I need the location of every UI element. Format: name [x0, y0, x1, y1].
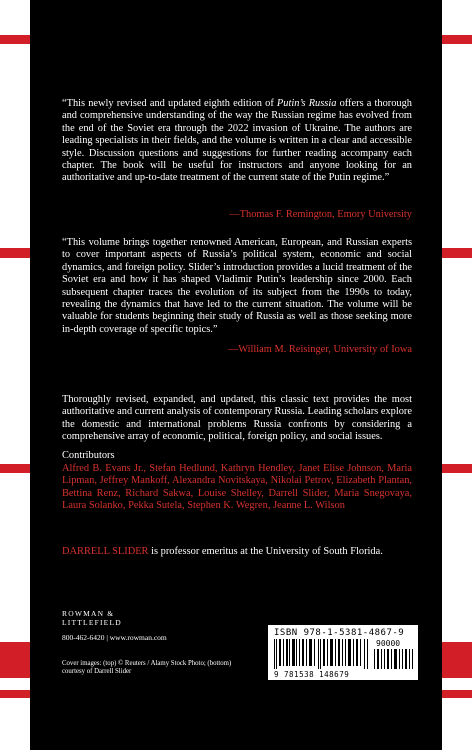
isbn-barcode: [268, 625, 418, 680]
cover-image-credits: Cover images: (top) © Reuters / Alamy Stock Photo; (bottom) courtesy of Darrell Slider: [62, 660, 232, 676]
quote-text: offers a thorough and comprehensive understanding of the way the Russian regime has evolved from the end of the Soviet era through the 2022 invasion of Ukraine. The authors are leading specialists in their fields, and the volume is written in a clear and accessible style. Discussion questions and suggestions for further reading accompany each chapter. The book will be useful for instructors and anyone looking for an authoritative and up-to-date treatment of the current state of the Putin regime.”: [62, 98, 413, 184]
quote-text: “This newly revised and updated eighth edition of: [62, 98, 277, 109]
publisher-logo: [62, 609, 122, 627]
contributors-list: Alfred B. Evans Jr., Stefan Hedlund, Kathryn Hendley, Janet Elise Johnson, Maria Lipman, Jeffrey Mankoff, Alexandra Novitskaya, Nikolai Petrov, Elizabeth Plantan, Bettina Renz, Richard Sakwa, Louise Shelley, Darrell Slider, Maria Snegovaya, Laura Solanko, Pekka Sutela, Stephen K. Wegren, Jeanne L. Wilson: [62, 463, 412, 512]
author-bio-text: is professor emeritus at the University of South Florida.: [148, 546, 383, 557]
attribution-reisinger: —William M. Reisinger, University of Iowa: [227, 344, 412, 355]
attribution-remington: —Thomas F. Remington, Emory University: [229, 209, 412, 220]
barcode-digits: 9 781538 148679: [274, 670, 350, 679]
publisher-logo-line2: LITTLEFIELD: [62, 618, 122, 627]
barcode-bars: [274, 639, 369, 669]
endorsement-reisinger: “This volume brings together renowned American, European, and Russian experts to cover important aspects of Russia’s political system, economic and social dynamics, and foreign policy. Slider’s introduction provides a lucid treatment of the Soviet era and how it has shaped Vladimir Putin’s leadership since 2000. Each subsequent chapter traces the evolution of its subject from the 1990s to today, revealing the dynamics that have led to the current situation. The volume will be valuable for students beginning their study of Russia as well as those seeking more in-depth coverage of specific topics.”: [62, 237, 412, 335]
contributors-heading: Contributors: [62, 450, 115, 461]
author-name: DARRELL SLIDER: [62, 546, 149, 557]
endorsement-remington: [62, 98, 412, 185]
book-description: Thoroughly revised, expanded, and updated, this classic text provides the most authoritative and current analysis of contemporary Russia. Leading scholars explore the domestic and international problems Russia confronts by considering a comprehensive array of economic, political, foreign policy, and social issues.: [62, 394, 412, 443]
publisher-contact: 800-462-6420 | www.rowman.com: [62, 633, 167, 642]
price-code: 90000: [376, 639, 401, 648]
isbn-text: ISBN 978-1-5381-4867-9: [274, 628, 405, 638]
book-title: Putin’s Russia: [276, 98, 337, 109]
price-barcode-bars: [374, 649, 414, 669]
author-bio: [62, 546, 412, 558]
publisher-logo-line1: ROWMAN &: [62, 609, 115, 618]
